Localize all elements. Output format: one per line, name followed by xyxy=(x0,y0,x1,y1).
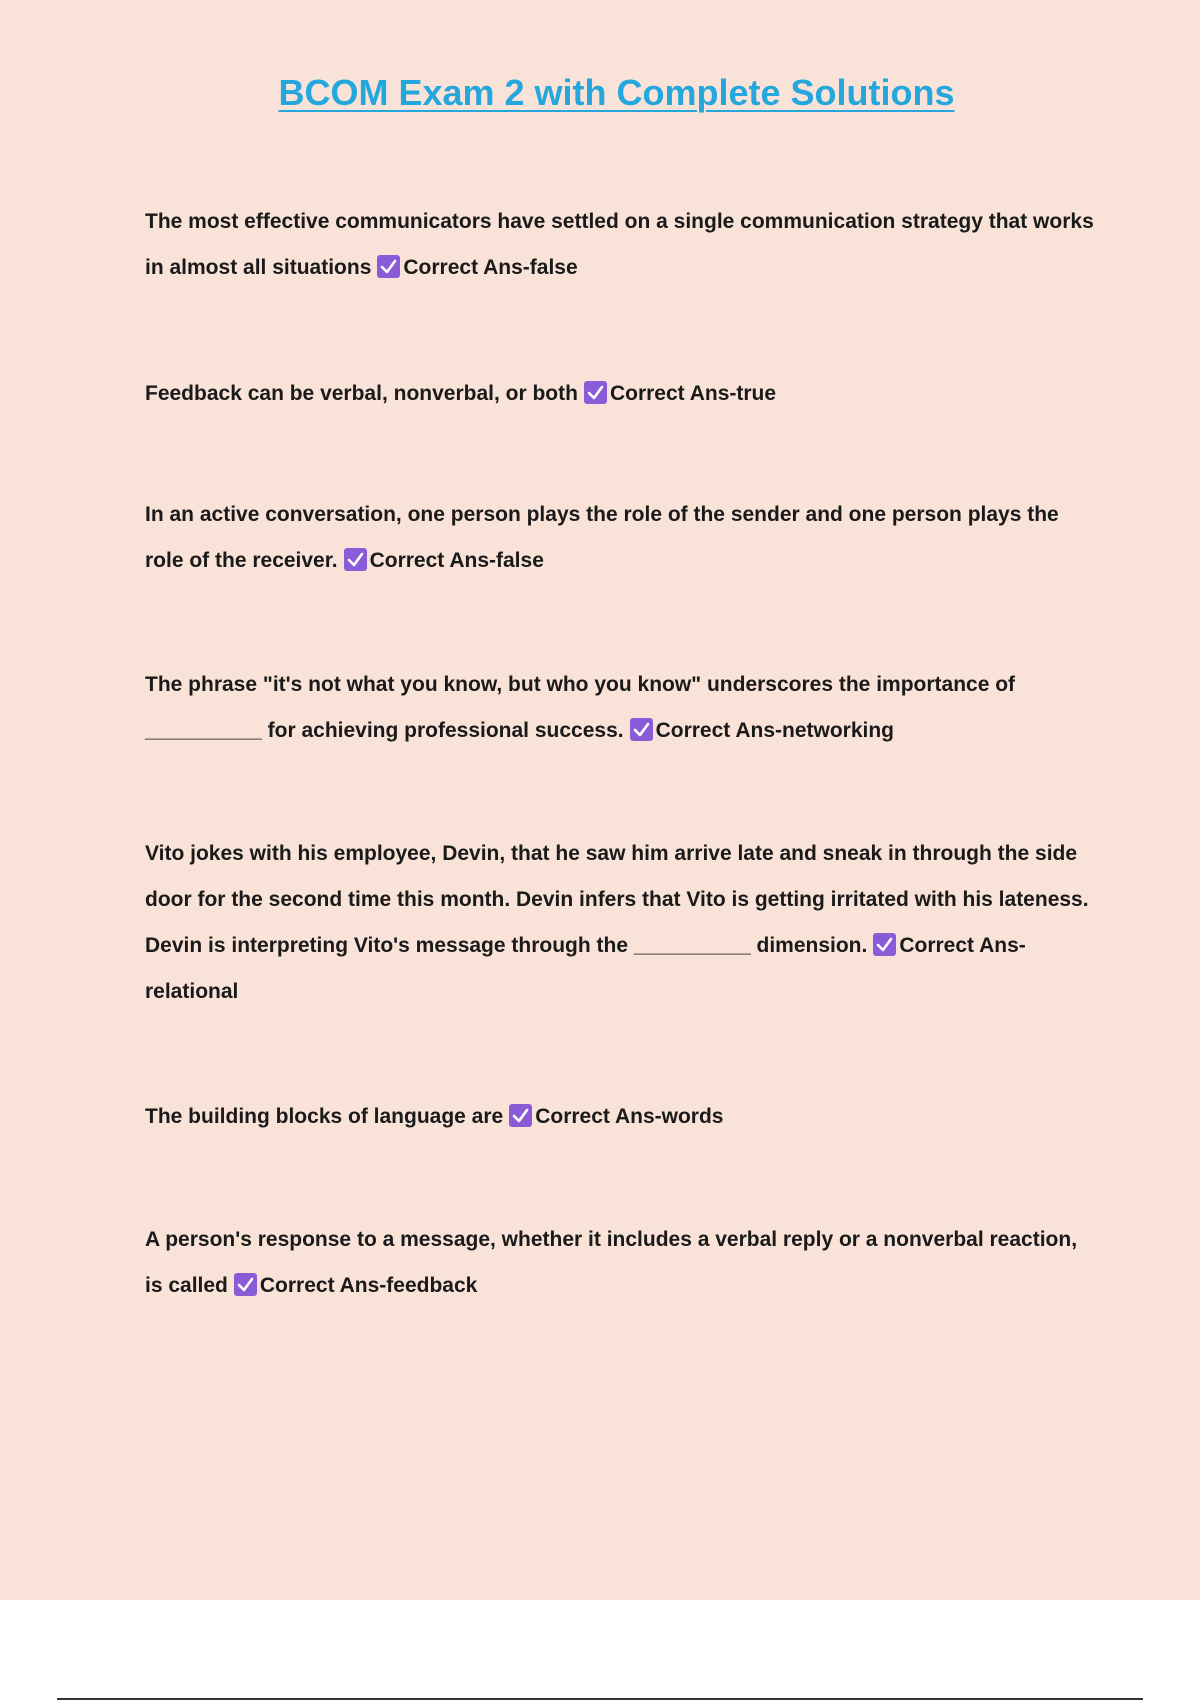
question-text: The most effective communicators have settled on a single communication strategy that works in almost all situations xyxy=(145,210,1094,279)
answer-text: Correct Ans-false xyxy=(403,256,578,279)
checkbox-checked-icon xyxy=(584,381,607,404)
question-text: A person's response to a message, whether it includes a verbal reply or a nonverbal reaction, is called xyxy=(145,1228,1078,1297)
question-text: Vito jokes with his employee, Devin, that he saw him arrive late and sneak in through the side door for the second time this month. Devin infers that Vito is getting irritated with his lateness. Devin is interpreting Vito's message through the __________ dimension. xyxy=(145,842,1089,957)
question-text: The phrase "it's not what you know, but who you know" underscores the importance of __________ for achieving professional success. xyxy=(145,673,1016,742)
document-title: BCOM Exam 2 with Complete Solutions xyxy=(278,72,955,113)
qa-item-4 xyxy=(145,662,1095,754)
answer-text: Correct Ans-true xyxy=(609,382,777,405)
qa-item-3 xyxy=(145,492,1095,584)
answer-text: Correct Ans-words xyxy=(535,1105,724,1128)
answer-text: Correct Ans-feedback xyxy=(259,1274,478,1297)
answer-text: Correct Ans-false xyxy=(369,549,544,572)
qa-item-5 xyxy=(145,831,1095,1015)
answer-text: Correct Ans-networking xyxy=(655,719,895,742)
checkbox-checked-icon xyxy=(377,255,400,278)
question-text: In an active conversation, one person plays the role of the sender and one person plays the role of the receiver. xyxy=(145,503,1059,572)
qa-item-6 xyxy=(145,1094,1095,1140)
qa-item-2 xyxy=(145,371,1095,417)
question-text: The building blocks of language are xyxy=(145,1105,504,1128)
checkbox-checked-icon xyxy=(509,1104,532,1127)
checkbox-checked-icon xyxy=(630,718,653,741)
question-text: Feedback can be verbal, nonverbal, or both xyxy=(145,382,578,405)
checkbox-checked-icon xyxy=(234,1273,257,1296)
answer-text: Correct Ans-relational xyxy=(145,934,1026,1003)
qa-item-1 xyxy=(145,199,1095,291)
checkbox-checked-icon xyxy=(873,933,896,956)
qa-item-7 xyxy=(145,1217,1095,1309)
checkbox-checked-icon xyxy=(344,548,367,571)
